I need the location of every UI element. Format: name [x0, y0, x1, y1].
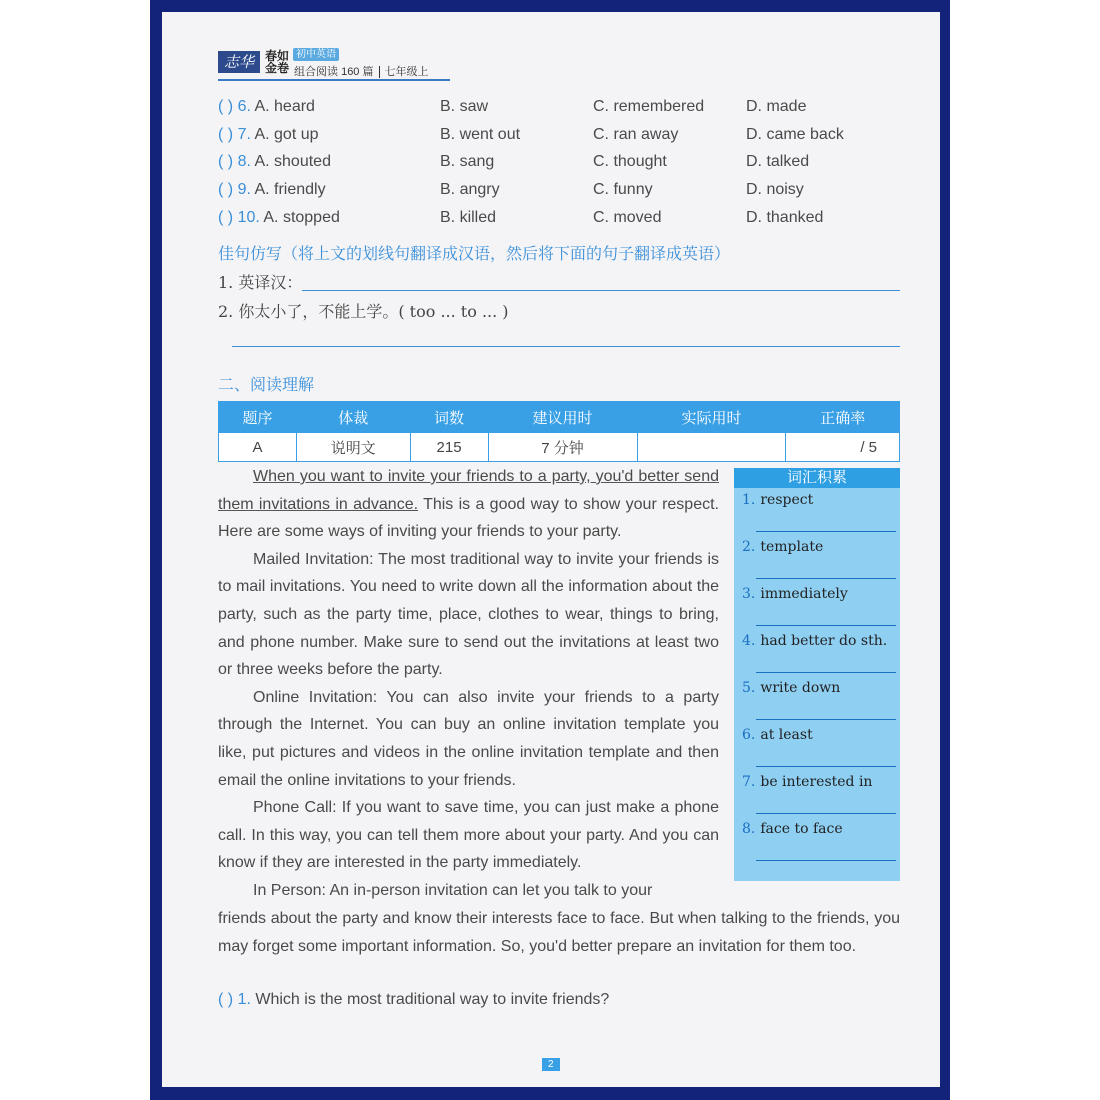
option-c: C. thought: [593, 153, 667, 170]
option-c: C. moved: [593, 209, 662, 226]
paragraph-5-rest: friends about the party and know their interests face to face. But when talking to the friends, you may forget some important information. So, you'd better prepare an invitation for them too.: [218, 910, 900, 955]
answer-blank[interactable]: ( ): [218, 181, 234, 198]
vocab-answer-line[interactable]: [756, 860, 896, 861]
question-number: 1.: [237, 991, 251, 1008]
book-subtitle: 组合阅读 160 篇: [294, 66, 374, 78]
table-header: 正确率: [786, 402, 900, 433]
paragraph-4: Phone Call: If you want to save time, you can just make a phone call. In this way, you can tell them more about your party. And you can know if they are interested in the party immediately.: [218, 799, 719, 872]
answer-line[interactable]: [302, 290, 900, 291]
table-header: 体裁: [297, 402, 411, 433]
choice-row-6: [218, 96, 315, 118]
question-number: 7.: [237, 126, 251, 143]
table-header: 实际用时: [637, 402, 786, 433]
table-cell-actual-time[interactable]: [637, 433, 786, 462]
question-number: 8.: [237, 153, 251, 170]
question-number: 9.: [237, 181, 251, 198]
book-page: [162, 12, 940, 1087]
vocab-item: 3. immediately: [742, 586, 848, 602]
answer-blank[interactable]: ( ): [218, 991, 234, 1008]
section-title: 二、阅读理解: [218, 377, 315, 394]
option-b: B. saw: [440, 98, 489, 115]
option-b: B. killed: [440, 209, 497, 226]
imitation-item-2: 2. 你太小了，不能上学。( too ... to ... ): [218, 302, 509, 321]
table-cell: A: [219, 433, 297, 462]
option-a: A. got up: [254, 126, 319, 143]
choice-row-7: [218, 124, 319, 146]
question-1: [218, 989, 609, 1011]
table-cell-accuracy[interactable]: / 5: [786, 433, 900, 462]
option-a: A. friendly: [254, 181, 326, 198]
brand-logo: 志华: [218, 51, 260, 73]
option-c: C. funny: [593, 181, 653, 198]
question-number: 10.: [237, 209, 260, 226]
vocab-answer-line[interactable]: [756, 531, 896, 532]
answer-blank[interactable]: ( ): [218, 98, 234, 115]
paragraph-2: Mailed Invitation: The most traditional way to invite your friends is to mail invitations. You need to write down all the information about the party, such as the party time, place, clothes to wear, things to bring, and phone number. Make sure to send out the invitations at least two or three weeks before the party.: [218, 550, 719, 679]
vocab-answer-line[interactable]: [756, 672, 896, 673]
vocab-item: 5. write down: [742, 680, 841, 696]
option-a: A. heard: [254, 98, 315, 115]
option-d: D. talked: [746, 153, 810, 170]
vocabulary-box: [734, 468, 900, 881]
vocab-item: 7. be interested in: [742, 774, 873, 790]
option-c: C. ran away: [593, 126, 679, 143]
answer-blank[interactable]: ( ): [218, 209, 234, 226]
table-header: 词数: [410, 402, 488, 433]
vocab-answer-line[interactable]: [756, 625, 896, 626]
header-underline: [218, 79, 450, 81]
reading-passage: [218, 463, 719, 905]
vocab-item: 2. template: [742, 539, 824, 555]
option-b: B. sang: [440, 153, 495, 170]
option-d: D. came back: [746, 126, 844, 143]
reading-info-table: [218, 401, 900, 462]
underlined-sentence: When you want to invite your friends to a party, you'd better send them invitations in advance.: [218, 468, 719, 513]
choice-row-9: [218, 179, 326, 201]
answer-line[interactable]: [232, 346, 900, 347]
option-a: A. shouted: [254, 153, 331, 170]
subject-badge: 初中英语: [293, 48, 339, 61]
vocab-answer-line[interactable]: [756, 578, 896, 579]
header-text: [290, 44, 428, 80]
table-header: 建议用时: [488, 402, 637, 433]
option-b: B. went out: [440, 126, 521, 143]
question-number: 6.: [237, 98, 251, 115]
option-a: A. stopped: [263, 209, 340, 226]
table-header-row: [219, 402, 900, 433]
vocabulary-title: 词汇积累: [734, 468, 900, 488]
option-d: D. made: [746, 98, 807, 115]
vocab-item: 1. respect: [742, 492, 814, 508]
option-d: D. thanked: [746, 209, 824, 226]
choice-row-10: [218, 207, 340, 229]
imitation-title: 佳句仿写（将上文的划线句翻译成汉语，然后将下面的句子翻译成英语）: [218, 246, 731, 263]
option-d: D. noisy: [746, 181, 804, 198]
table-cell: 说明文: [297, 433, 411, 462]
table-cell: 215: [410, 433, 488, 462]
answer-blank[interactable]: ( ): [218, 126, 234, 143]
vocab-item: 8. face to face: [742, 821, 843, 837]
option-b: B. angry: [440, 181, 500, 198]
table-header: 题序: [219, 402, 297, 433]
option-c: C. remembered: [593, 98, 705, 115]
header: [218, 48, 428, 76]
vocab-item: 4. had better do sth.: [742, 633, 888, 649]
page-number: 2: [542, 1058, 560, 1071]
table-cell: 7 分钟: [488, 433, 637, 462]
question-text: Which is the most traditional way to invite friends?: [255, 991, 610, 1008]
imitation-item-1: 1. 英译汉：: [218, 273, 303, 292]
paragraph-1: When you want to invite your friends to a party, you'd better send them invitations in advance. This is a good way to show your respect. Here are some ways of inviting your friends to your party.: [218, 468, 719, 541]
vocab-answer-line[interactable]: [756, 813, 896, 814]
paragraph-3: Online Invitation: You can also invite your friends to a party through the Internet. You can buy an online invitation template you like, put pictures and videos in the online invitation template and then email the online invitations to your friends.: [218, 688, 719, 789]
choice-row-8: [218, 151, 331, 173]
series-name: 春如 金卷: [265, 49, 290, 75]
vocab-answer-line[interactable]: [756, 719, 896, 720]
vocab-item: 6. at least: [742, 727, 813, 743]
table-row: [219, 433, 900, 462]
answer-blank[interactable]: ( ): [218, 153, 234, 170]
paragraph-5-start: In Person: An in-person invitation can let you talk to your: [253, 881, 653, 899]
vocab-answer-line[interactable]: [756, 766, 896, 767]
grade-label: 七年级上: [379, 66, 428, 78]
